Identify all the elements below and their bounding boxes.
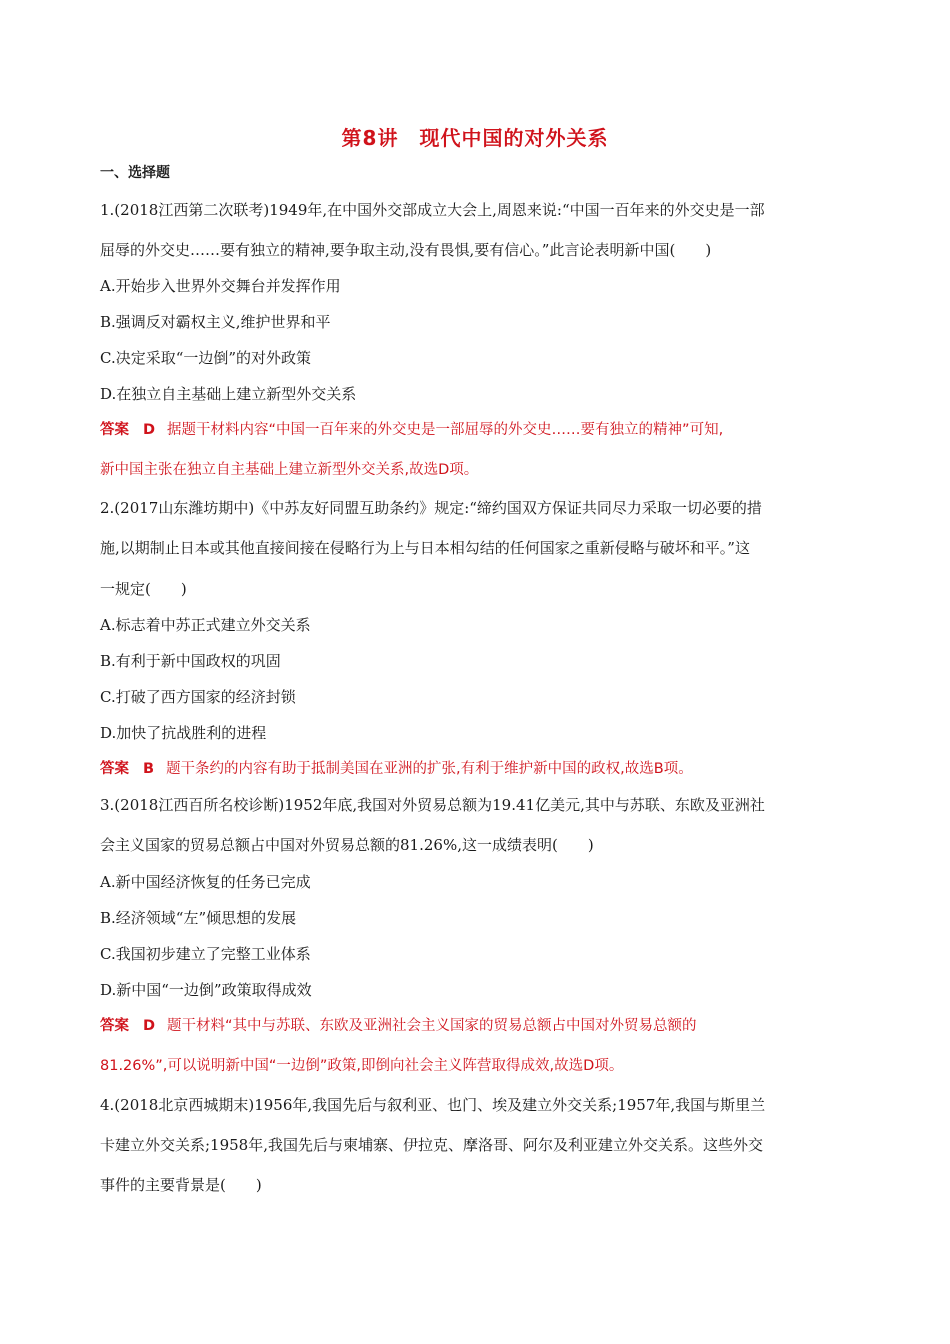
question-2-answer	[100, 758, 860, 780]
question-2-option-a: A.标志着中苏正式建立外交关系	[100, 616, 311, 634]
question-3-stem-line-2: 会主义国家的贸易总额占中国对外贸易总额的81.26%,这一成绩表明( )	[100, 836, 594, 854]
question-3-option-c: C.我国初步建立了完整工业体系	[100, 945, 311, 963]
answer-explanation-line-1: 题干材料“其中与苏联、东欧及亚洲社会主义国家的贸易总额占中国对外贸易总额的	[167, 1018, 697, 1034]
question-4-stem-line-3: 事件的主要背景是( )	[100, 1176, 262, 1194]
question-3-stem-line-1: 3.(2018江西百所名校诊断)1952年底,我国对外贸易总额为19.41亿美元,其中与苏联、东欧及亚洲社	[100, 796, 765, 814]
question-1-option-a: A.开始步入世界外交舞台并发挥作用	[100, 277, 341, 295]
question-2-option-b: B.有利于新中国政权的巩固	[100, 652, 281, 670]
question-2-option-d: D.加快了抗战胜利的进程	[100, 724, 267, 742]
answer-label: 答案	[100, 1018, 129, 1034]
question-1-option-b: B.强调反对霸权主义,维护世界和平	[100, 313, 331, 331]
page-title: 第8讲 现代中国的对外关系	[341, 126, 609, 150]
answer-explanation-line-1: 据题干材料内容“中国一百年来的外交史是一部屈辱的外交史……要有独立的精神”可知,	[167, 422, 724, 438]
answer-choice: B	[143, 761, 155, 777]
question-3-answer-line-2: 81.26%”,可以说明新中国“一边倒”政策,即倒向社会主义阵营取得成效,故选D项。	[100, 1058, 624, 1074]
question-1-option-d: D.在独立自主基础上建立新型外交关系	[100, 385, 357, 403]
question-1-answer	[100, 419, 860, 441]
question-3-option-d: D.新中国“一边倒”政策取得成效	[100, 981, 312, 999]
question-2-stem-line-1: 2.(2017山东潍坊期中)《中苏友好同盟互助条约》规定:“缔约国双方保证共同尽力采取一切必要的措	[100, 499, 762, 517]
question-2-stem-line-3: 一规定( )	[100, 580, 187, 598]
answer-explanation-line-1: 题干条约的内容有助于抵制美国在亚洲的扩张,有利于维护新中国的政权,故选B项。	[166, 761, 693, 777]
answer-label: 答案	[100, 761, 129, 777]
question-1-stem-line-2: 屈辱的外交史……要有独立的精神,要争取主动,没有畏惧,要有信心。”此言论表明新中国( )	[100, 241, 712, 259]
answer-label: 答案	[100, 422, 129, 438]
question-1-stem-line-1: 1.(2018江西第二次联考)1949年,在中国外交部成立大会上,周恩来说:“中国一百年来的外交史是一部	[100, 201, 765, 219]
answer-choice: D	[143, 1018, 156, 1034]
question-3-option-a: A.新中国经济恢复的任务已完成	[100, 873, 311, 891]
question-4-stem-line-2: 卡建立外交关系;1958年,我国先后与柬埔寨、伊拉克、摩洛哥、阿尔及利亚建立外交关系。这些外交	[100, 1136, 763, 1154]
question-3-option-b: B.经济领域“左”倾思想的发展	[100, 909, 297, 927]
question-4-stem-line-1: 4.(2018北京西城期末)1956年,我国先后与叙利亚、也门、埃及建立外交关系;1957年,我国与斯里兰	[100, 1096, 766, 1114]
answer-choice: D	[143, 422, 156, 438]
question-2-option-c: C.打破了西方国家的经济封锁	[100, 688, 296, 706]
question-1-answer-line-2: 新中国主张在独立自主基础上建立新型外交关系,故选D项。	[100, 462, 479, 478]
question-2-stem-line-2: 施,以期制止日本或其他直接间接在侵略行为上与日本相勾结的任何国家之重新侵略与破坏和平。”这	[100, 539, 750, 557]
question-3-answer	[100, 1015, 860, 1037]
section-heading: 一、选择题	[100, 165, 170, 181]
question-1-option-c: C.决定采取“一边倒”的对外政策	[100, 349, 312, 367]
